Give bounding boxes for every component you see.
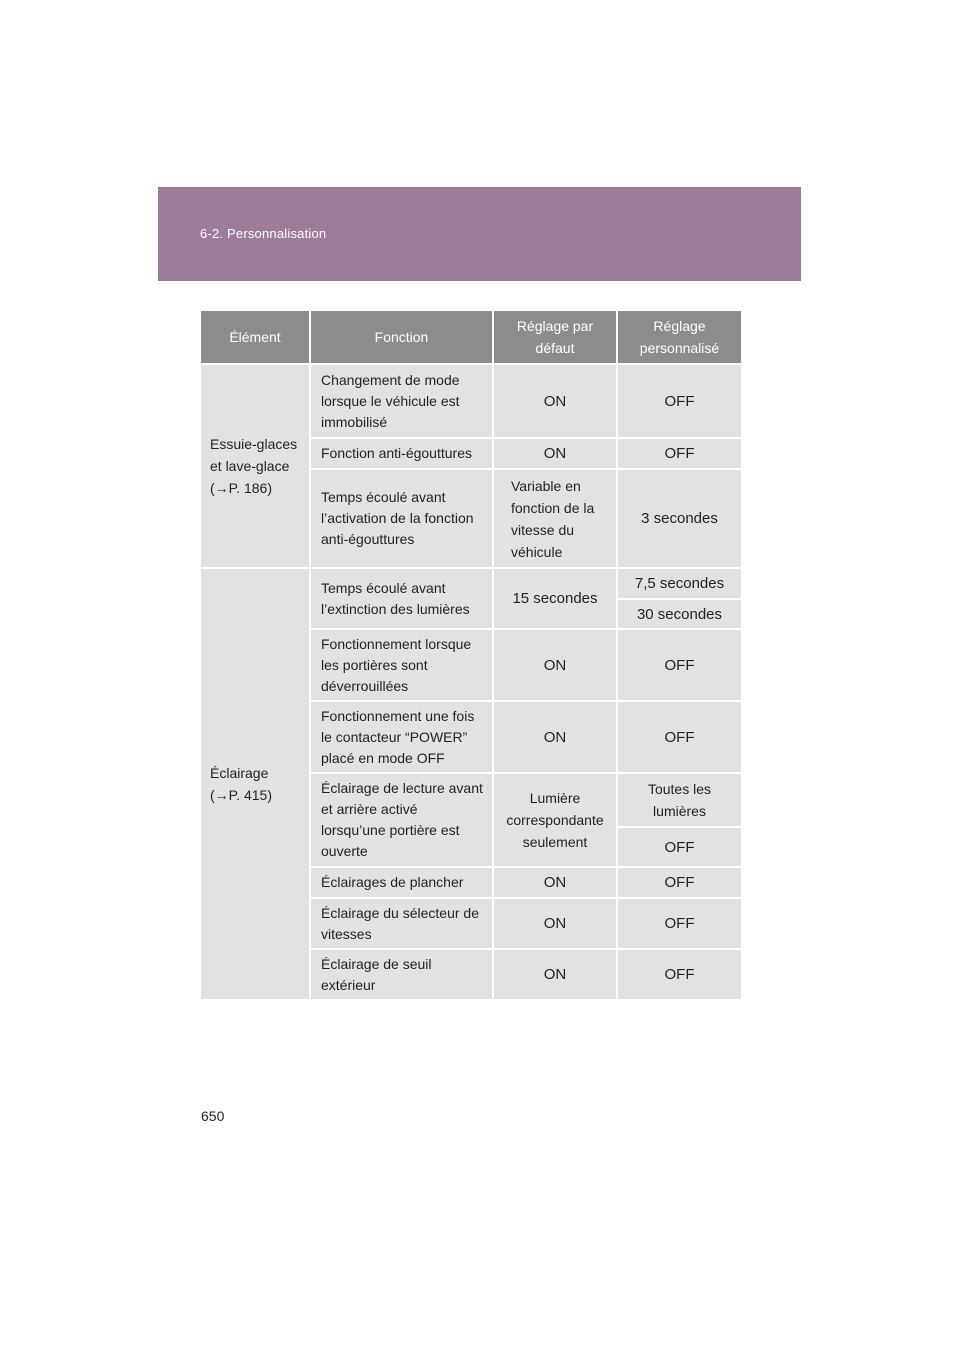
custom-value-cell: 30 secondes [617,599,741,629]
table-header-row [201,311,741,364]
function-cell: Éclairage de lecture avant et arrière activé lorsqu’une portière est ouverte [310,773,493,867]
function-cell: Temps écoulé avant l’activation de la fonction anti-égouttures [310,469,493,568]
custom-value-cell: OFF [617,364,741,438]
default-value-cell: ON [493,898,617,949]
custom-value-cell: OFF [617,949,741,1000]
section-header-band [158,187,801,281]
default-value-cell: ON [493,629,617,701]
table-row [201,568,741,599]
function-cell: Éclairages de plancher [310,867,493,898]
custom-value-cell: OFF [617,438,741,469]
item-lighting: Éclairage (→P. 415) [201,568,310,1000]
table-row [201,364,741,438]
function-cell: Fonction anti-égouttures [310,438,493,469]
custom-value-cell: OFF [617,701,741,773]
default-value-cell: ON [493,949,617,1000]
default-value-cell: ON [493,438,617,469]
page-number: 650 [201,1108,225,1124]
function-cell: Fonctionnement lorsque les portières sont déverrouillées [310,629,493,701]
function-cell: Temps écoulé avant l’extinction des lumières [310,568,493,629]
default-value-cell: ON [493,867,617,898]
section-label: 6-2. Personnalisation [200,226,327,241]
default-value-cell: ON [493,364,617,438]
default-value-cell: ON [493,701,617,773]
function-cell: Éclairage du sélecteur de vitesses [310,898,493,949]
custom-value-cell: Toutes les lumières [617,773,741,827]
custom-value-cell: OFF [617,867,741,898]
custom-value-cell: OFF [617,629,741,701]
custom-value-cell: OFF [617,827,741,867]
function-cell: Changement de mode lorsque le véhicule est immobilisé [310,364,493,438]
custom-value-cell: 7,5 secondes [617,568,741,599]
default-value-cell: 15 secondes [493,568,617,629]
item-wipers: Essuie-glaces et lave-glace (→P. 186) [201,364,310,568]
custom-value-cell: OFF [617,898,741,949]
function-cell: Éclairage de seuil extérieur [310,949,493,1000]
column-header-element: Élément [201,311,310,364]
function-cell: Fonctionnement une fois le contacteur “POWER” placé en mode OFF [310,701,493,773]
customization-table [201,311,741,1001]
column-header-function: Fonction [310,311,493,364]
column-header-default-setting: Réglage par défaut [493,311,617,364]
column-header-custom-setting: Réglage personnalisé [617,311,741,364]
custom-value-cell: 3 secondes [617,469,741,568]
default-value-cell: Variable en fonction de la vitesse du véhicule [493,469,617,568]
default-value-cell: Lumière correspondante seulement [493,773,617,867]
